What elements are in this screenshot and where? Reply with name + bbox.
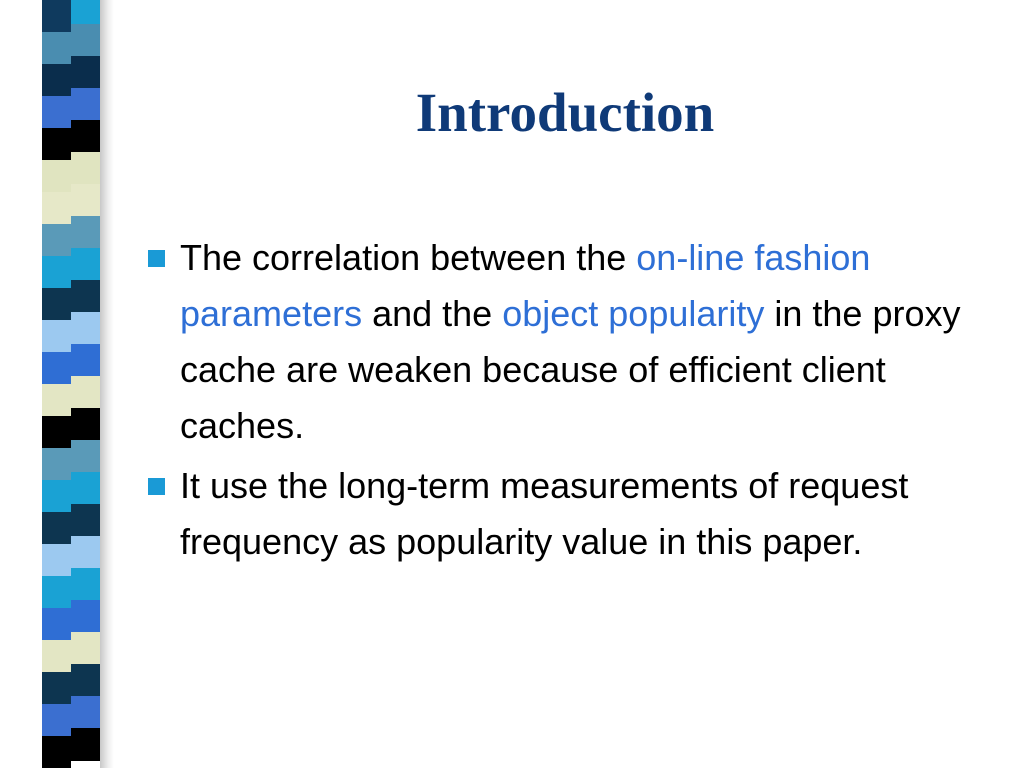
stripe-segment — [71, 440, 100, 473]
bullet-text-segment: The correlation between the — [180, 237, 637, 278]
stripe-segment — [42, 224, 71, 257]
stripe-segment — [42, 448, 71, 481]
stripe-segment — [42, 544, 71, 577]
square-bullet-icon — [148, 478, 165, 495]
stripe-segment — [42, 96, 71, 129]
stripe-segment — [42, 608, 71, 641]
stripe-segment — [42, 128, 71, 161]
stripe-segment — [42, 672, 71, 705]
stripe-segment — [71, 248, 100, 281]
stripe-segment — [42, 0, 71, 33]
bullet-text-segment: It use the long-term measurements of request frequency as popularity value in this paper. — [180, 465, 909, 562]
bullet-text-segment: and the — [362, 293, 503, 334]
stripe-segment — [71, 664, 100, 697]
stripe-shadow — [100, 0, 114, 768]
stripe-segment — [42, 416, 71, 449]
stripe-segment — [42, 384, 71, 417]
stripe-segment — [42, 352, 71, 385]
highlighted-term: on-line fashion parameters — [180, 237, 871, 334]
stripe-segment — [71, 344, 100, 377]
stripe-segment — [71, 600, 100, 633]
bullet-item — [148, 458, 1008, 570]
stripe-segment — [71, 472, 100, 505]
highlighted-term: object popularity — [502, 293, 765, 334]
stripe-segment — [42, 320, 71, 353]
bullet-text — [180, 465, 908, 562]
stripe-segment — [42, 160, 71, 193]
decorative-stripe-left — [42, 0, 71, 768]
stripe-segment — [42, 704, 71, 737]
stripe-segment — [42, 480, 71, 513]
stripe-segment — [71, 536, 100, 569]
stripe-segment — [71, 696, 100, 729]
stripe-segment — [42, 192, 71, 225]
decorative-stripe-right — [71, 0, 100, 768]
stripe-segment — [71, 88, 100, 121]
stripe-segment — [71, 152, 100, 185]
stripe-segment — [71, 0, 100, 25]
stripe-segment — [42, 32, 71, 65]
square-bullet-icon — [148, 250, 165, 267]
stripe-segment — [71, 216, 100, 249]
stripe-segment — [71, 120, 100, 153]
stripe-segment — [42, 64, 71, 97]
stripe-segment — [71, 312, 100, 345]
stripe-segment — [42, 640, 71, 673]
stripe-segment — [42, 288, 71, 321]
stripe-segment — [71, 184, 100, 217]
stripe-segment — [42, 256, 71, 289]
stripe-segment — [71, 280, 100, 313]
stripe-segment — [42, 512, 71, 545]
stripe-segment — [71, 568, 100, 601]
bullet-item — [148, 230, 1008, 454]
stripe-segment — [71, 504, 100, 537]
bullet-text — [180, 237, 960, 446]
stripe-segment — [71, 408, 100, 441]
stripe-segment — [42, 736, 71, 768]
bullet-list — [148, 230, 1008, 574]
stripe-segment — [71, 728, 100, 761]
stripe-segment — [42, 576, 71, 609]
slide-title: Introduction — [415, 82, 715, 143]
bullet-text-segment: in the proxy cache are weaken because of efficient client caches. — [180, 293, 961, 446]
stripe-segment — [71, 56, 100, 89]
stripe-segment — [71, 24, 100, 57]
stripe-segment — [71, 376, 100, 409]
stripe-segment — [71, 632, 100, 665]
